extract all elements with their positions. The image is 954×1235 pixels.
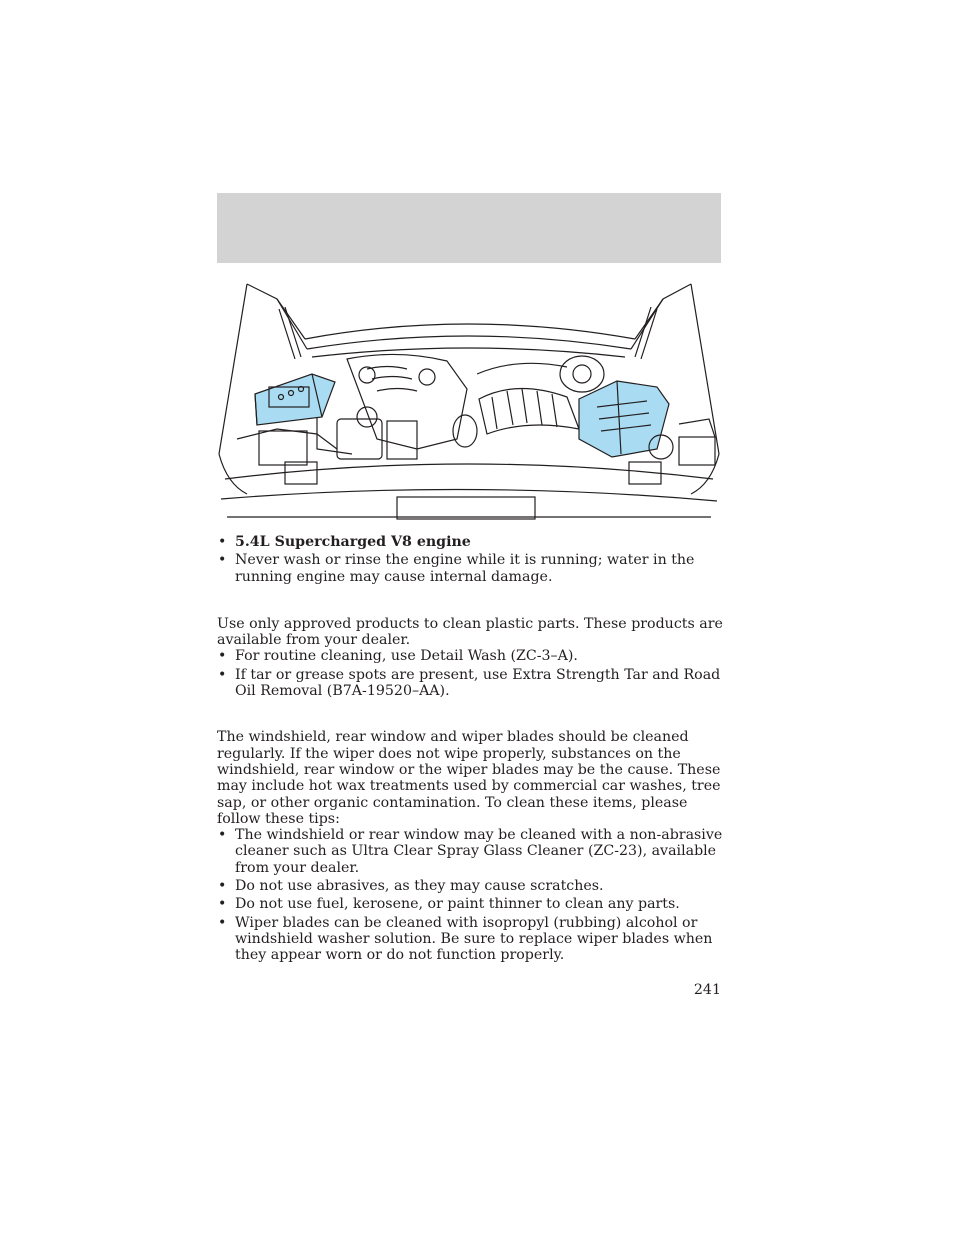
bullet-icon: •	[218, 827, 227, 844]
list-item: • Never wash or rinse the engine while it is running; water in the running engine may cause internal damage.	[218, 552, 695, 585]
list-item: • Wiper blades can be cleaned with isopropyl (rubbing) alcohol or windshield washer solution. Be sure to replace wiper blades when they appear worn or do not function properly.	[218, 914, 713, 964]
list-item: • For routine cleaning, use Detail Wash (ZC-3–A).	[218, 648, 578, 665]
page-number: 241	[693, 982, 721, 998]
bullet-icon: •	[218, 648, 227, 665]
bullet-icon: •	[218, 666, 227, 683]
bullet-icon: •	[218, 914, 227, 931]
engine-compartment-illustration	[217, 279, 721, 521]
list-item: • If tar or grease spots are present, use Extra Strength Tar and Road Oil Removal (B7A-19520–AA).	[218, 666, 721, 700]
list-item: • The windshield or rear window may be cleaned with a non-abrasive cleaner such as Ultra Clear Spray Glass Cleaner (ZC-23), available from your dealer.	[218, 827, 723, 876]
cleaning-content	[217, 534, 723, 966]
plastic-bullet-list	[217, 648, 723, 699]
bullet-icon: •	[218, 552, 227, 569]
windshield-bullet-list	[217, 827, 723, 963]
bullet-icon: •	[218, 534, 227, 550]
bullet-icon: •	[218, 896, 227, 913]
engine-bullet-list	[217, 534, 723, 585]
list-item: • Do not use abrasives, as they may cause scratches.	[218, 878, 604, 895]
windshield-intro: The windshield, rear window and wiper blades should be cleaned regularly. If the wiper does not wipe properly, substances on the windshield, rear window or the wiper blades may be the cause. These may include hot wax treatments used by commercial car washes, tree sap, or other organic contamination. To clean these items, please follow these tips:	[217, 729, 721, 827]
plastic-intro: Use only approved products to clean plastic parts. These products are available from your dealer.	[217, 615, 723, 649]
section-header-band	[217, 193, 721, 263]
list-item: • 5.4L Supercharged V8 engine	[218, 534, 471, 550]
list-item: • Do not use fuel, kerosene, or paint thinner to clean any parts.	[218, 896, 680, 913]
bullet-icon: •	[218, 878, 227, 895]
